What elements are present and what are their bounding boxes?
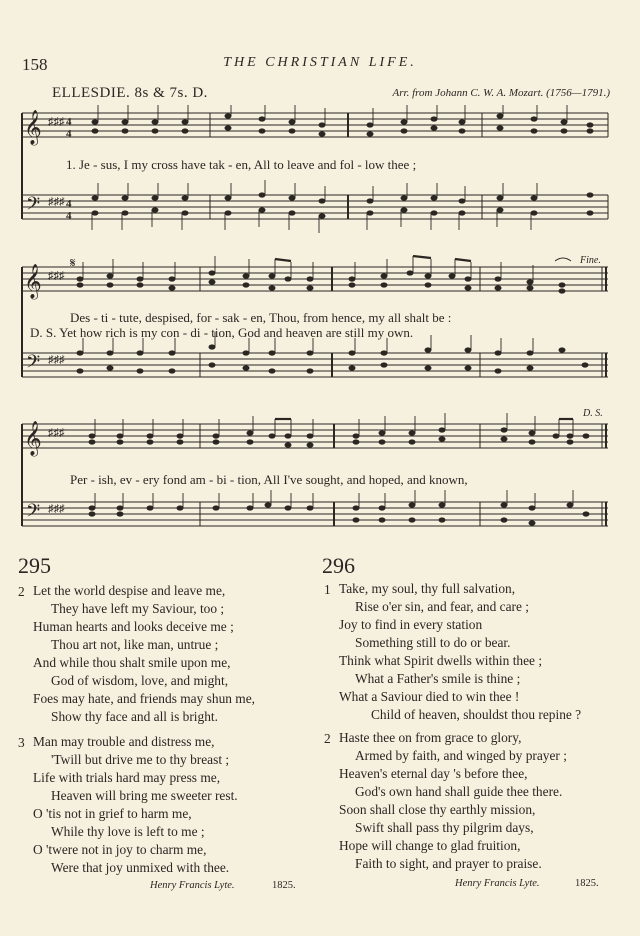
svg-text:𝄋: 𝄋 [70,255,76,270]
author-year: 1825. [575,878,599,889]
page-number: 158 [22,55,48,74]
svg-text:♯♯♯: ♯♯♯ [48,270,65,282]
verse-line: While thy love is left to me ; [51,824,205,839]
svg-text:♯♯♯: ♯♯♯ [48,503,65,515]
verse-line: Man may trouble and distress me, [33,734,215,749]
verse-line: Haste thee on from grace to glory, [339,730,522,745]
music-system-2 [0,255,640,395]
lyrics-line-2: Des - ti - tute, despised, for - sak - en, Thou, from hence, my all shalt be : [70,310,452,325]
verse-line: What a Father's smile is thine ; [355,671,521,686]
svg-text:♯♯♯: ♯♯♯ [48,116,65,128]
stanza-number: 3 [18,735,25,750]
svg-text:♯♯♯: ♯♯♯ [48,354,65,366]
verse-line: Joy to find in every station [339,617,483,632]
svg-text:4: 4 [66,210,72,222]
verse-line: What a Saviour died to win thee ! [339,689,520,704]
lyrics-line-1: 1. Je - sus, I my cross have tak - en, All to leave and fol - low thee ; [66,157,417,172]
author-credit: Henry Francis Lyte. [150,880,235,891]
verse-line: Show thy face and all is bright. [51,709,218,724]
verse-line: Life with trials hard may press me, [33,770,221,785]
verse-line: Human hearts and looks deceive me ; [33,619,234,634]
verse-line: Let the world despise and leave me, [33,583,226,598]
lyrics-line-2-ds: D. S. Yet how rich is my con - di - tion, God and heaven are still my own. [30,325,414,340]
running-head: THE CHRISTIAN LIFE. [223,55,417,70]
fine-mark: Fine. [580,255,601,266]
verse-line: God's own hand shall guide thee there. [355,784,563,799]
verse-line: Faith to sight, and prayer to praise. [355,856,542,871]
svg-text:𝄞: 𝄞 [24,264,42,299]
verse-line: They have left my Saviour, too ; [51,601,225,616]
tune-name: ELLESDIE. 8s & 7s. D. [52,85,208,101]
svg-text:𝄢: 𝄢 [26,194,41,219]
verse-line: Thou art not, like man, untrue ; [51,637,219,652]
svg-text:4: 4 [66,198,72,210]
author-year: 1825. [272,880,296,891]
tune-attribution: Arr. from Johann C. W. A. Mozart. (1756—1791.) [392,87,610,99]
verse-line: Heaven's eternal day 's before thee, [339,766,528,781]
music-system-1 [0,105,640,255]
verse-line: Heaven will bring me sweeter rest. [51,788,238,803]
verse-line: Foes may hate, and friends may shun me, [33,691,256,706]
verse-line: Soon shall close thy earthly mission, [339,802,536,817]
verse-line: Swift shall pass thy pilgrim days, [355,820,534,835]
verse-line: Rise o'er sin, and fear, and care ; [355,599,530,614]
verse-line: Think what Spirit dwells within thee ; [339,653,543,668]
stanza-number: 1 [324,582,331,597]
verse-line: O 'twere not in joy to charm me, [33,842,207,857]
svg-text:4: 4 [66,116,72,128]
music-system-3 [0,410,640,545]
hymn-number-296: 296 [322,553,355,578]
author-credit: Henry Francis Lyte. [455,878,540,889]
verse-line: O 'tis not in grief to harm me, [33,806,192,821]
stanza-number: 2 [18,584,25,599]
hymn-number-295: 295 [18,553,51,578]
verse-line: 'Twill but drive me to thy breast ; [51,752,230,767]
verse-line: Something still to do or bear. [355,635,511,650]
svg-text:♯♯♯: ♯♯♯ [48,196,65,208]
svg-text:𝄞: 𝄞 [24,110,42,145]
verse-line: Were that joy unmixed with thee. [51,860,230,875]
svg-text:♯♯♯: ♯♯♯ [48,427,65,439]
svg-text:𝄢: 𝄢 [26,352,41,377]
verse-line: Hope will change to glad fruition, [339,838,521,853]
svg-text:𝄢: 𝄢 [26,501,41,526]
ds-mark: D. S. [583,408,603,419]
verse-line: Take, my soul, thy full salvation, [339,581,516,596]
verse-line: And while thou shalt smile upon me, [33,655,231,670]
stanza-number: 2 [324,731,331,746]
score-system-1 [0,105,640,255]
verse-line: Armed by faith, and winged by prayer ; [355,748,567,763]
verse-line: God of wisdom, love, and might, [51,673,229,688]
svg-text:𝄞: 𝄞 [24,421,42,456]
lyrics-line-3: Per - ish, ev - ery fond am - bi - tion, All I've sought, and hoped, and known, [70,472,468,487]
verse-line: Child of heaven, shouldst thou repine ? [371,707,582,722]
svg-text:4: 4 [66,128,72,140]
